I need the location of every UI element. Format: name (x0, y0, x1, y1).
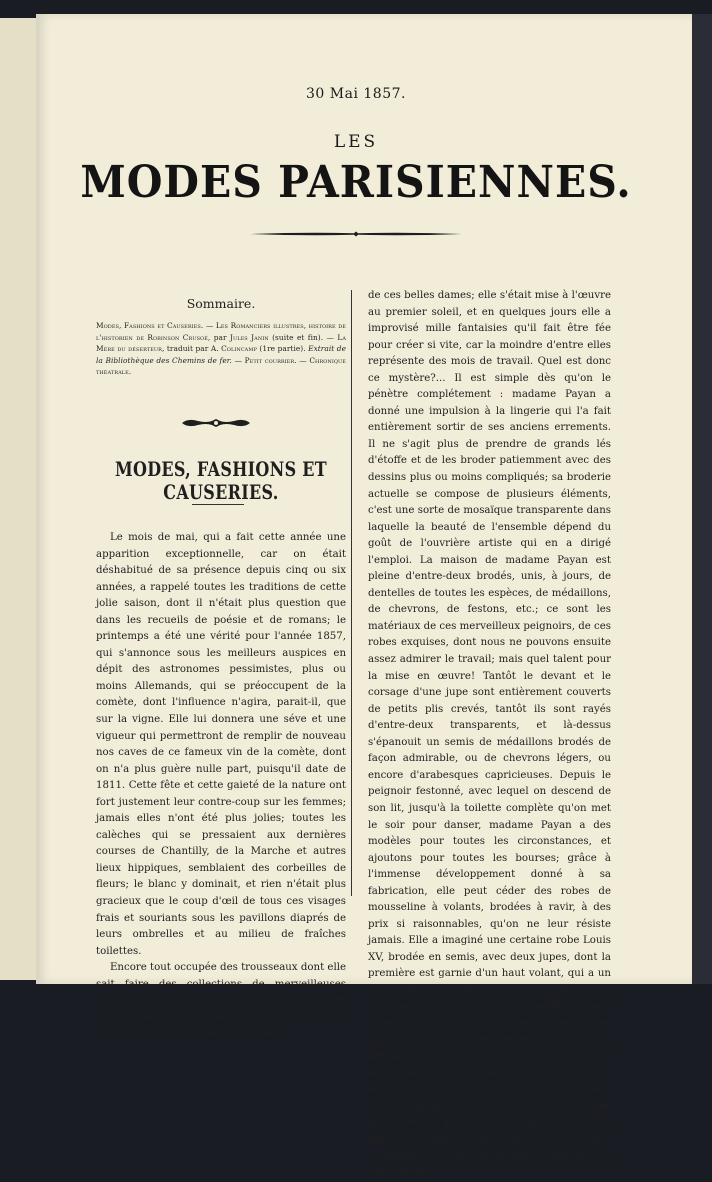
paragraph: Le mois de mai, qui a fait cette année une apparition exceptionnelle, car on était déshabitué de sa présence depuis cinq ou six années, a rappelé toutes les traditions de cette jolie saison, dont il n'était plus question que dans les recueils de poésie et de romans; le printemps a été une vérité pour l'année 1857, qui s'annonce sous les meilleurs auspices en dépit des astronomes pessimistes, plus ou moins Allemands, qui se préoccupent de la comète, dont l'influence n'agira, parait-il, que sur la vigne. Elle lui donnera une séve et une vigueur qui permettront de remplir de nouveau nos caves de ce fameux vin de la comète, dont on n'a plus guère nulle part, puisqu'il date de 1811. Cette fête et cette gaieté de la nature ont fort justement leur contre-coup sur les femmes; jamais elles n'ont été plus jolies; toutes les calèches qui se pressaient aux dernières courses de Chantilly, de la Marche et autres lieux hippiques, semblaient des corbeilles de fleurs; le blanc y dominait, et rien n'était plus gracieux que le coup d'œil de tous ces visages frais et souriants sous les pavillons diaprés de leurs ombrelles et au milieu de fraîches toilettes. (96, 532, 346, 957)
article-column-right (368, 288, 611, 1182)
sommaire-title: Sommaire. (186, 296, 256, 311)
paragraph: de ces belles dames; elle s'était mise à l'œuvre au premier soleil, et en quelques jours elle a improvisé mille fantaisies qu'il fait être fée pour créer si vite, car la moindre d'entre elles représente des mois de travail. Quel est donc ce mystère?... Il est simple dès qu'on le pénètre complétement : madame Payan a donné une impulsion à la lingerie qui l'a fait entièrement sortir de ses anciens errements. Il ne s'agit plus de prendre de grands lés d'étoffe et de les broder patiemment avec des dessins plus ou moins compliqués; sa broderie actuelle se compose de plusieurs éléments, c'est une sorte de mosaïque transparente dans laquelle la beauté de l'ensemble dépend du goût de l'ouvrière artiste qui en a dirigé l'emploi. La maison de madame Payan est pleine d'entre-deux brodés, unis, à jours, de dentelles de toutes les espèces, de médaillons, de chevrons, de festons, etc.; ce sont les matériaux de ces merveilleux peignoirs, de ces robes exquises, dont nous ne pouvons ensuite assez admirer le travail; mais quel talent pour la mise en œuvre! Tantôt le devant et le corsage d'une jupe sont entièrement couverts de petits plis crevés, tantôt ils sont rayés d'entre-deux transparents, et là-dessus s'épanouit un semis de médaillons brodés de façon admirable, ou de chevrons légers, ou encore d'arabesques capricieuses. Depuis le peignoir festonné, avec lequel on descend de son lit, jusqu'à la toilette complète qu'on met le soir pour danser, madame Payan a des modèles pour toutes les circonstances, et ajoutons pour toutes les bourses; grâce à l'immense développement donné à sa fabrication, elle peut céder des robes de mousseline à volants, brodées à ravir, à des prix si raisonnables, qu'on ne leur résiste jamais. Elle a imaginé une certaine robe Louis XV, brodée en semis, avec deux jupes, dont la première est garnie d'un haut volant, qui a un inimitable cachet de distinction; cette robe, à manches demi-longues, peut indifféremment se porter montante ou décolletée; une guimpe faite avec les mêmes entre-deux que les dessins du devant permet de la mettre pour demi-toilette; des bouillons clairs, dans lesquels on passe à volonté des rubans roses, bleus ou jaunes, en font tout de suite une robe de soirée; ce qui ne peut se décrire, c'est la grâce de la forme et la beauté du travail; non-seulement cela est exécuté par les aiguilles les plus habiles, (368, 290, 611, 1178)
sommaire-contents: Modes, Fashions et Causeries. — Les Romanciers illustres, histoire de l'historien de Robinson Crusoé, par Jules Janin (suite et fin). — La Mère du déserteur, traduit par A. Colincamp (1re partie). Extrait de la Bibliothèque des Chemins de fer. — Petit courrier. — Chronique théatrale. (96, 321, 347, 377)
masthead-title: MODES PARISIENNES. (80, 156, 632, 208)
section-ornament (180, 416, 252, 430)
issue-date: 30 Mai 1857. (306, 86, 406, 102)
article-heading: MODES, FASHIONS ET CAUSERIES. (114, 458, 328, 504)
masthead-rule-ornament (248, 229, 464, 239)
heading-underline (192, 504, 244, 505)
paragraph: Encore tout occupée des trousseaux dont elle sait faire des collections de merveilleuses nouveautés, madame Payan a dû se multiplier pour inventer ces robes, ces canezous, ces basquines, que portaient la plupart (96, 962, 346, 1040)
column-divider (351, 290, 352, 896)
article-column-left (96, 530, 346, 1043)
masthead-pre-title: LES (333, 132, 379, 152)
